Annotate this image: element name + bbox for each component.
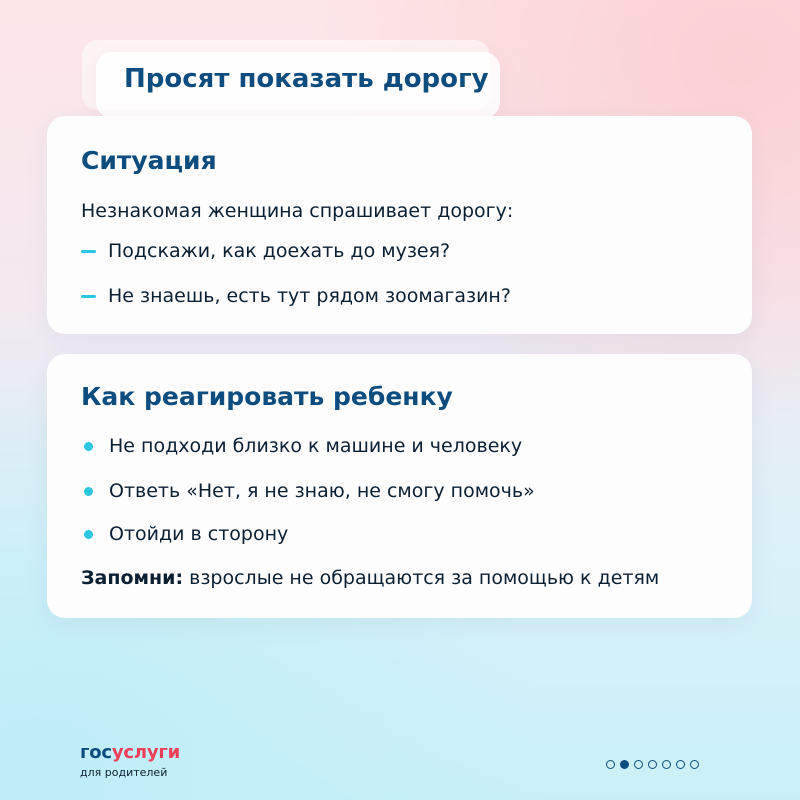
dash-icon	[81, 295, 96, 298]
remember-text: взрослые не обращаются за помощью к детям	[183, 567, 660, 589]
logo-part-1: гос	[80, 742, 112, 763]
pager-dot[interactable]	[634, 760, 643, 769]
logo-part-2: услуги	[111, 742, 180, 763]
list-item	[81, 435, 522, 457]
remember-note	[81, 567, 659, 589]
situation-intro: Незнакомая женщина спрашивает дорогу:	[81, 200, 514, 222]
reaction-title: Как реагировать ребенку	[81, 382, 453, 411]
logo-wordmark	[80, 744, 180, 762]
list-item	[81, 285, 511, 307]
page-title: Просят показать дорогу	[124, 64, 489, 94]
pager-dot[interactable]	[620, 760, 629, 769]
situation-card	[47, 116, 752, 334]
reaction-bullet-3: Отойди в сторону	[109, 523, 289, 545]
remember-label: Запомни:	[81, 567, 184, 589]
list-item	[81, 523, 288, 545]
bullet-icon	[84, 442, 93, 451]
list-item	[81, 480, 535, 502]
logo-subtitle: для родителей	[80, 766, 168, 779]
bullet-icon	[84, 487, 93, 496]
reaction-bullet-2: Ответь «Нет, я не знаю, не смогу помочь»	[109, 480, 535, 502]
list-item	[81, 240, 450, 262]
pager-dot[interactable]	[606, 760, 615, 769]
pager-dot[interactable]	[676, 760, 685, 769]
reaction-bullet-1: Не подходи близко к машине и человеку	[109, 435, 523, 457]
pager-dot[interactable]	[690, 760, 699, 769]
situation-title: Ситуация	[81, 146, 217, 175]
pager-dot[interactable]	[648, 760, 657, 769]
dash-icon	[81, 250, 96, 253]
carousel-pager	[606, 760, 699, 769]
gosuslugi-logo	[80, 744, 180, 778]
situation-line-1: Подскажи, как доехать до музея?	[108, 240, 451, 262]
reaction-card	[47, 354, 752, 618]
pager-dot[interactable]	[662, 760, 671, 769]
situation-line-2: Не знаешь, есть тут рядом зоомагазин?	[108, 285, 511, 307]
bullet-icon	[84, 530, 93, 539]
